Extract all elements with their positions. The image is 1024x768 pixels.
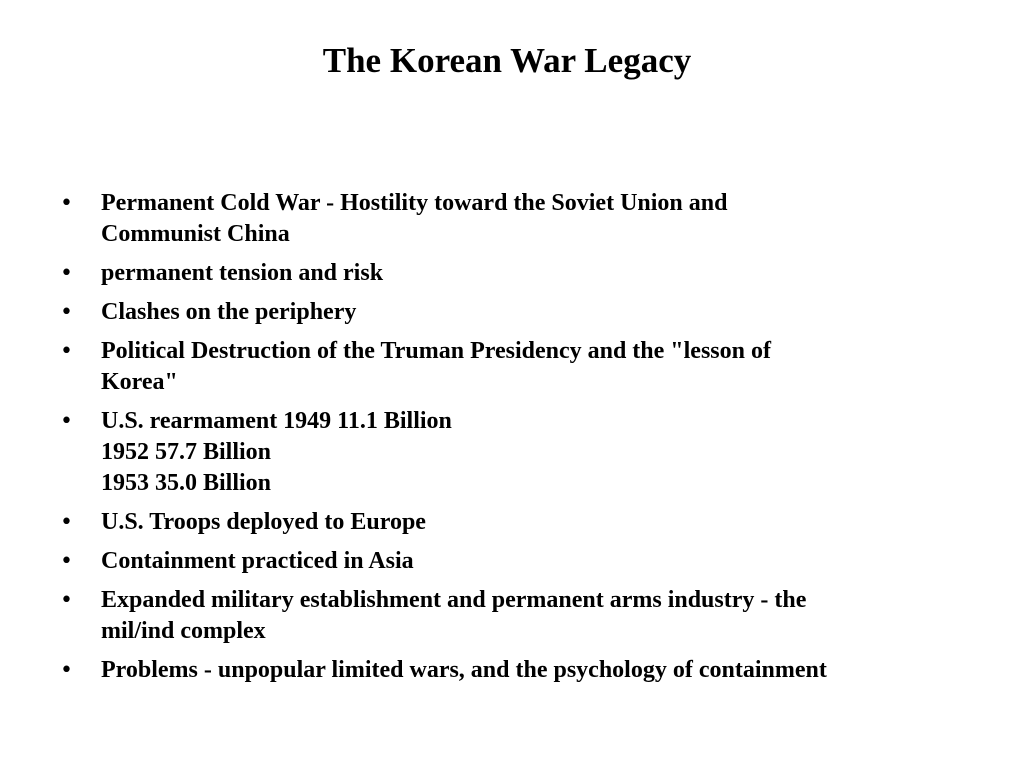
bullet-item xyxy=(58,258,978,289)
bullet-text: Permanent Cold War - Hostility toward the Soviet Union and xyxy=(101,190,728,216)
bullet-text: 1952 57.7 Billion xyxy=(101,439,272,465)
bullet-item xyxy=(58,188,978,250)
bullet-text: Clashes on the periphery xyxy=(101,299,357,325)
bullet-item xyxy=(58,546,978,577)
bullet-icon: • xyxy=(60,339,73,364)
bullet-icon: • xyxy=(60,549,73,574)
bullet-list xyxy=(58,188,978,694)
bullet-text: permanent tension and risk xyxy=(101,260,384,286)
bullet-text: Expanded military establishment and permanent arms industry - the xyxy=(101,587,807,613)
bullet-icon: • xyxy=(60,588,73,613)
bullet-item xyxy=(58,507,978,538)
bullet-text: Political Destruction of the Truman Presidency and the "lesson of xyxy=(101,338,771,364)
bullet-item xyxy=(58,336,978,398)
bullet-text: 1953 35.0 Billion xyxy=(101,470,272,496)
bullet-text: U.S. Troops deployed to Europe xyxy=(101,509,426,535)
bullet-text: Communist China xyxy=(101,221,290,247)
bullet-icon: • xyxy=(60,658,73,683)
bullet-item xyxy=(58,585,978,647)
bullet-item xyxy=(58,406,978,499)
bullet-icon: • xyxy=(60,191,73,216)
bullet-text: mil/ind complex xyxy=(101,618,266,644)
bullet-text: Containment practiced in Asia xyxy=(101,548,414,574)
bullet-text: U.S. rearmament 1949 11.1 Billion xyxy=(101,408,452,434)
bullet-text: Problems - unpopular limited wars, and the psychology of containment xyxy=(101,657,827,683)
bullet-icon: • xyxy=(60,409,73,434)
bullet-item xyxy=(58,297,978,328)
bullet-text: Korea" xyxy=(101,369,178,395)
bullet-icon: • xyxy=(60,510,73,535)
slide-title: The Korean War Legacy xyxy=(322,41,692,80)
bullet-icon: • xyxy=(60,300,73,325)
bullet-icon: • xyxy=(60,261,73,286)
bullet-item xyxy=(58,655,978,686)
